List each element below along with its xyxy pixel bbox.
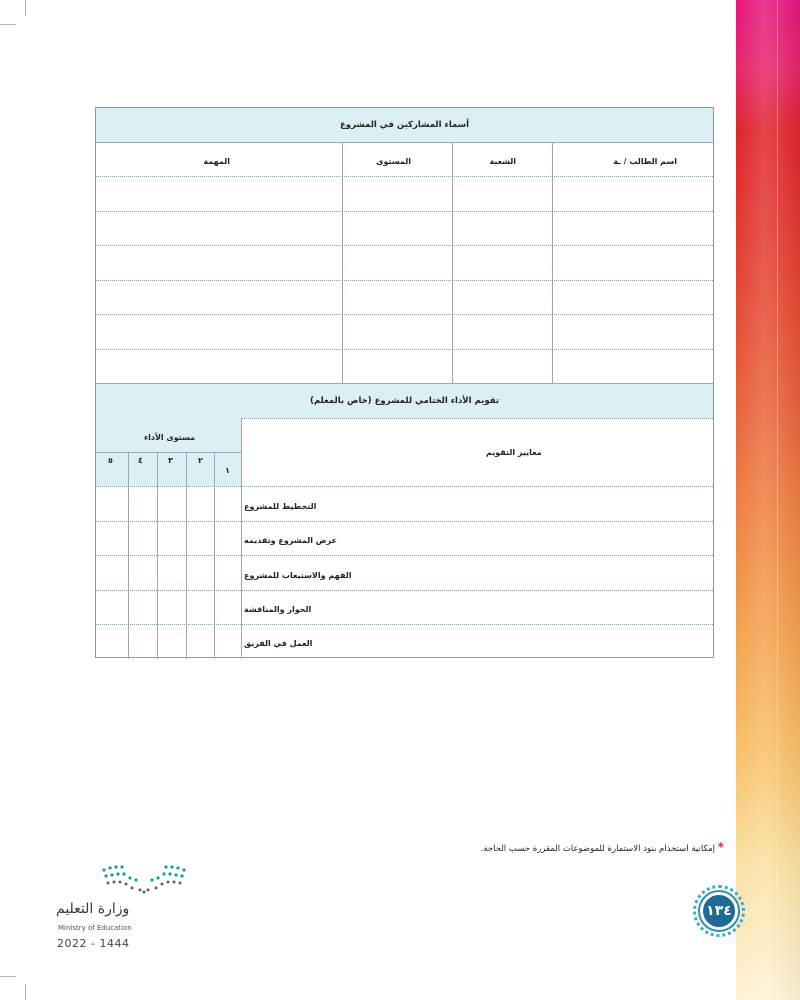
criterion-label: العمل في الفريق [244,639,313,648]
table-row-line [96,211,713,212]
crop-mark [0,976,16,977]
column-divider [552,142,553,383]
level-number: ٣ [168,456,173,465]
edition-year: 2022 - 1444 [57,937,130,950]
crop-mark [25,0,26,16]
ministry-name-arabic: وزارة التعليم [56,901,130,917]
table-row-line [96,486,713,487]
participants-title-bar [96,108,713,143]
header-task: المهمة [203,157,230,166]
column-divider [452,142,453,383]
ministry-logo-icon [100,864,190,896]
header-level: المستوى [376,157,411,166]
footnote-star: * [717,840,724,854]
ministry-name-english: Ministry of Education [58,924,132,932]
crop-mark [25,984,26,1000]
table-row-line [96,590,713,591]
page-number-badge [700,892,738,930]
table-row-line [96,176,713,177]
criteria-column-divider [241,418,242,659]
header-division: الشعبة [489,157,516,166]
evaluation-title-bar [96,383,713,419]
page-number: ١٣٤ [706,903,732,919]
level-header-divider [96,452,241,453]
crop-mark [0,24,16,25]
project-form-table [95,107,714,658]
level-header: مستوى الأداء [144,433,196,442]
table-row-line [96,314,713,315]
criterion-label: الحوار والمناقشة [244,605,312,614]
table-row-line [96,555,713,556]
table-row-line [96,521,713,522]
criterion-label: التخطيط للمشروع [244,502,317,511]
table-row-line [96,245,713,246]
table-row-line [96,280,713,281]
criteria-header: معايير التقويم [486,448,542,457]
participants-title: أسماء المشاركين في المشروع [340,120,469,130]
column-divider [342,142,343,383]
level-number: ١ [225,466,230,475]
criterion-label: الفهم والاستيعاب للمشروع [244,571,352,580]
level-number: ٢ [198,456,203,465]
level-number: ٥ [108,456,113,465]
table-row-line [96,624,713,625]
footnote [404,840,724,854]
evaluation-title: تقويم الأداء الختامي للمشروع (خاص بالمعلم) [309,396,500,406]
level-number: ٤ [138,456,143,465]
criterion-label: عرض المشروع وتقديمه [244,536,338,545]
footnote-text: إمكانية استخدام بنود الاستمارة للموضوعات المقررة حسب الحاجة. [480,844,716,854]
header-student-name: اسم الطالب / ـة [613,157,677,166]
side-band-edge [777,0,778,1000]
decorative-side-band [736,0,800,1000]
table-row-line [96,349,713,350]
